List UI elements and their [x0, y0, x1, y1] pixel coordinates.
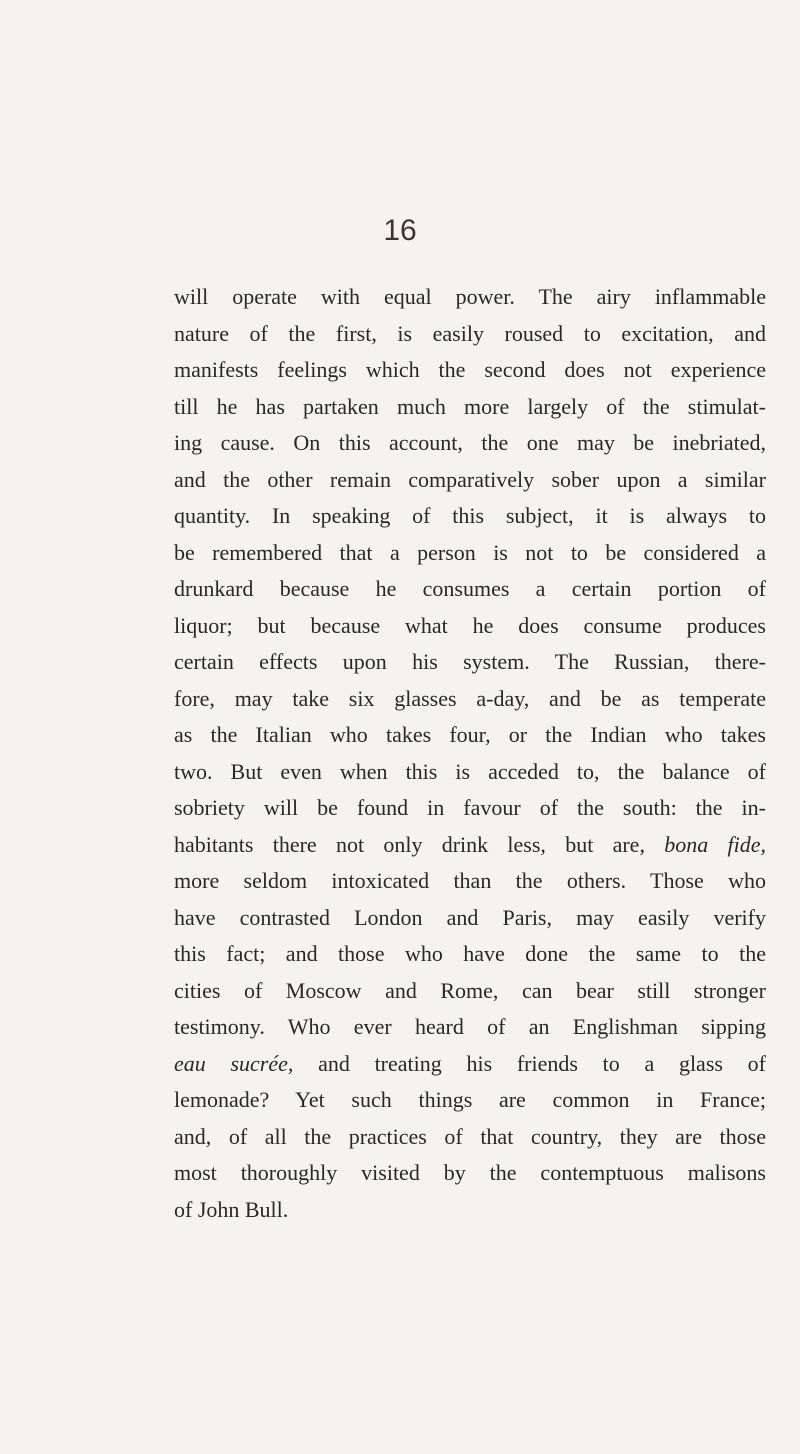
text-line: two. But even when this is acceded to, the balance of [174, 758, 766, 784]
body-paragraph [174, 279, 766, 1228]
italic-phrase: bona fide, [664, 831, 766, 857]
text-line: ing cause. On this account, the one may be inebriated, [174, 430, 766, 455]
text-line: have contrasted London and Paris, may easily verify [174, 904, 766, 930]
text-line: drunkard because he consumes a certain portion of [174, 576, 766, 601]
text-line: most thoroughly visited by the contemptuous malisons [174, 1160, 766, 1185]
text-line: testimony. Who ever heard of an Englishman sipping [174, 1014, 766, 1039]
text-line: be remembered that a person is not to be considered a [174, 539, 766, 565]
text-line: cities of Moscow and Rome, can bear still stronger [174, 977, 766, 1003]
text-line: eau sucrée, and treating his friends to a glass of [174, 1050, 766, 1076]
text-line: nature of the first, is easily roused to excitation, and [174, 320, 766, 346]
text-line: liquor; but because what he does consume produces [174, 612, 766, 638]
italic-phrase: eau sucrée, [174, 1050, 294, 1076]
text-line: certain effects upon his system. The Russian, there- [174, 649, 766, 674]
text-line: will operate with equal power. The airy inflammable [174, 284, 766, 309]
text-line: this fact; and those who have done the same to the [174, 941, 766, 966]
text-line: till he has partaken much more largely of the stimulat- [174, 393, 766, 419]
text-line: and the other remain comparatively sober upon a similar [174, 466, 766, 492]
text-line: habitants there not only drink less, but are, bona fide, [174, 831, 766, 857]
text-line: lemonade? Yet such things are common in France; [174, 1087, 766, 1112]
text-line: manifests feelings which the second does not experience [174, 357, 766, 382]
text-line: as the Italian who takes four, or the Indian who takes [174, 722, 766, 747]
page-number: 16 [383, 214, 417, 247]
text-line: sobriety will be found in favour of the south: the in- [174, 795, 766, 820]
text-line: more seldom intoxicated than the others. Those who [174, 868, 766, 893]
text-line: fore, may take six glasses a-day, and be as temperate [174, 685, 766, 711]
text-line: and, of all the practices of that country, they are those [174, 1123, 766, 1149]
text-line: quantity. In speaking of this subject, it is always to [174, 503, 766, 528]
text-line: of John Bull. [174, 1196, 289, 1222]
